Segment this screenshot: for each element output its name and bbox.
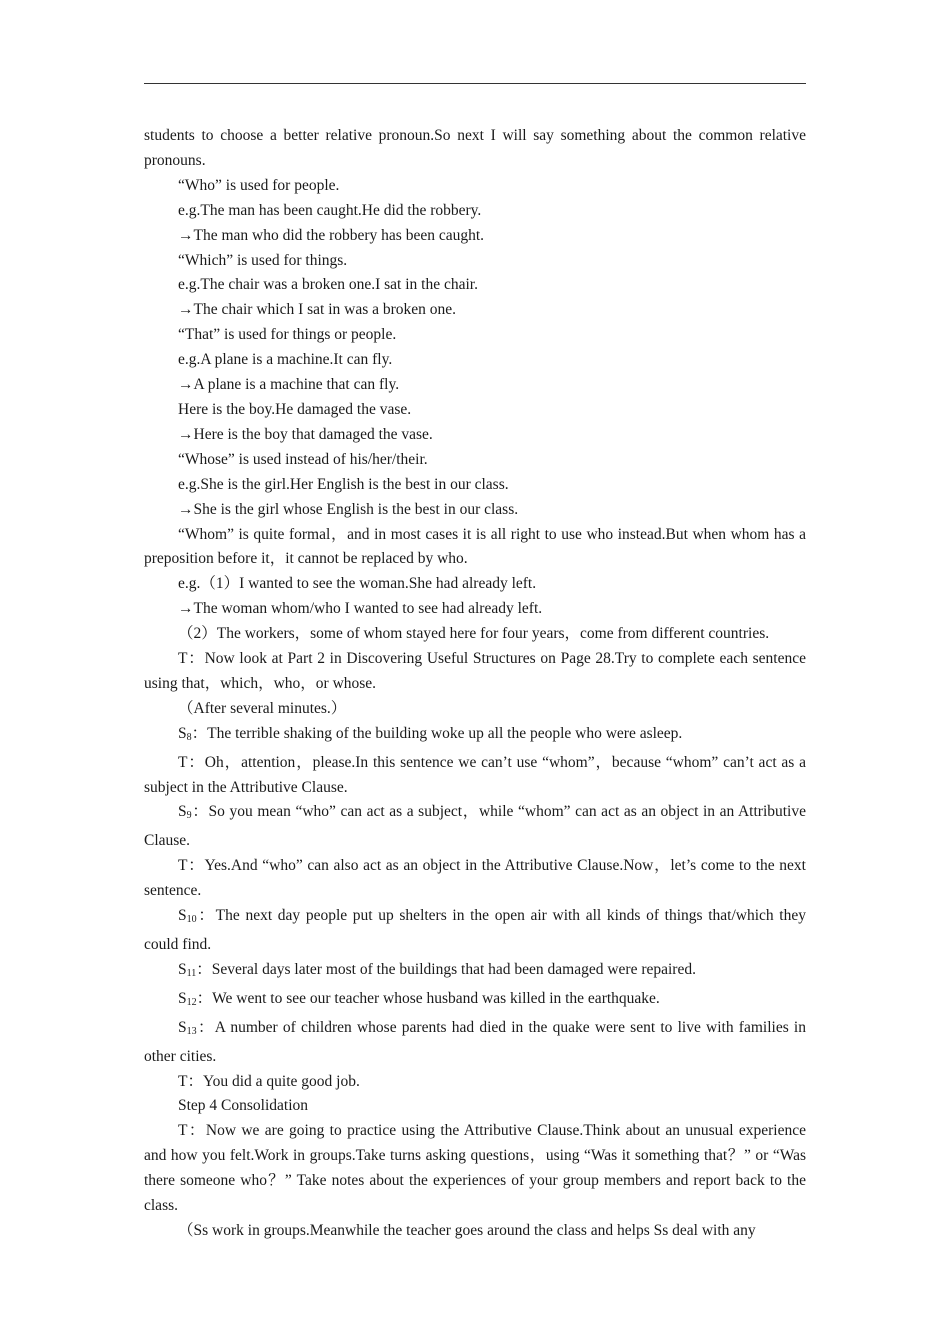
paragraph-text: e.g.（1）I wanted to see the woman.She had already left. <box>178 575 537 593</box>
paragraph <box>144 298 806 323</box>
paragraph <box>144 622 806 647</box>
header-rule <box>144 83 806 84</box>
paragraph <box>144 904 806 958</box>
speaker-label: S <box>178 803 187 821</box>
paragraph <box>144 448 806 473</box>
paragraph-text: ：We went to see our teacher whose husband was killed in the earthquake. <box>196 989 660 1007</box>
paragraph <box>144 1016 806 1070</box>
paragraph <box>144 498 806 523</box>
paragraph <box>144 423 806 448</box>
paragraph <box>144 523 806 573</box>
paragraph <box>144 722 806 751</box>
paragraph-text: ：The next day people put up shelters in the open air with all kinds of things that/which they could find. <box>144 907 806 953</box>
paragraph <box>144 348 806 373</box>
paragraph <box>144 800 806 854</box>
document-body <box>144 124 806 1244</box>
paragraph-text: “That” is used for things or people. <box>178 326 397 344</box>
paragraph-text: →The woman whom/who I wanted to see had already left. <box>178 600 543 618</box>
paragraph-text: →The chair which I sat in was a broken one. <box>178 301 457 319</box>
paragraph-text: “Whose” is used instead of his/her/their. <box>178 450 428 468</box>
paragraph-text: T：Now we are going to practice using the Attributive Clause.Think about an unusual experience and how you felt.Work in groups.Take turns asking questions，using “Was it something that？” or “Was there someone who？” Take notes about the experiences of your group members and report back to the class. <box>144 1122 806 1215</box>
paragraph-text: T：Oh，attention，please.In this sentence we can’t use “whom”，because “whom” can’t act as a subject in the Attributive Clause. <box>144 753 806 796</box>
paragraph <box>144 1094 806 1119</box>
paragraph-text: e.g.The chair was a broken one.I sat in the chair. <box>178 276 478 294</box>
paragraph-text: （After several minutes.） <box>178 699 347 717</box>
paragraph-text: “Which” is used for things. <box>178 251 348 269</box>
paragraph-text: e.g.She is the girl.Her English is the best in our class. <box>178 475 509 493</box>
paragraph-text: Step 4 Consolidation <box>178 1097 309 1115</box>
paragraph-text: →She is the girl whose English is the best in our class. <box>178 500 519 518</box>
paragraph <box>144 323 806 348</box>
paragraph-text: “Whom” is quite formal，and in most cases it is all right to use who instead.But when whom has a preposition before it，it cannot be replaced by who. <box>144 525 806 568</box>
paragraph-text: T：You did a quite good job. <box>178 1072 360 1090</box>
paragraph-text: Here is the boy.He damaged the vase. <box>178 400 412 418</box>
paragraph <box>144 273 806 298</box>
paragraph <box>144 1119 806 1219</box>
paragraph-text: “Who” is used for people. <box>178 176 340 194</box>
speaker-number: 12 <box>186 996 197 1008</box>
speaker-number: 9 <box>186 810 192 822</box>
paragraph <box>144 224 806 249</box>
paragraph-text: T：Now look at Part 2 in Discovering Useful Structures on Page 28.Try to complete each sentence using that，which，who，or whose. <box>144 650 806 692</box>
paragraph <box>144 958 806 987</box>
paragraph-text: ：Several days later most of the buildings that had been damaged were repaired. <box>196 960 696 978</box>
paragraph <box>144 124 806 174</box>
speaker-number: 8 <box>186 731 192 743</box>
speaker-label: S <box>178 1018 187 1036</box>
paragraph <box>144 854 806 904</box>
paragraph-text: T：Yes.And “who” can also act as an object in the Attributive Clause.Now，let’s come to the next sentence. <box>144 857 806 900</box>
paragraph-text: →The man who did the robbery has been caught. <box>178 226 485 244</box>
paragraph-text: ：A number of children whose parents had died in the quake were sent to live with families in other cities. <box>144 1018 806 1065</box>
paragraph <box>144 647 806 697</box>
paragraph-text: ：So you mean “who” can act as a subject，while “whom” can act as an object in an Attributive Clause. <box>144 803 806 850</box>
speaker-number: 10 <box>186 914 197 926</box>
paragraph <box>144 249 806 274</box>
paragraph-text: e.g.The man has been caught.He did the robbery. <box>178 201 482 219</box>
paragraph <box>144 373 806 398</box>
paragraph <box>144 174 806 199</box>
speaker-label: S <box>178 960 187 978</box>
paragraph-text: （Ss work in groups.Meanwhile the teacher goes around the class and helps Ss deal with any <box>178 1221 756 1239</box>
speaker-number: 11 <box>186 967 197 979</box>
paragraph <box>144 987 806 1016</box>
speaker-number: 13 <box>186 1025 197 1037</box>
speaker-label: S <box>178 989 187 1007</box>
paragraph <box>144 1219 806 1244</box>
paragraph-text: →Here is the boy that damaged the vase. <box>178 425 433 443</box>
speaker-label: S <box>178 724 187 742</box>
paragraph <box>144 473 806 498</box>
paragraph-text: （2）The workers，some of whom stayed here for four years，come from different countries. <box>178 625 770 643</box>
paragraph <box>144 751 806 801</box>
paragraph <box>144 1070 806 1095</box>
paragraph <box>144 572 806 597</box>
paragraph-text: students to choose a better relative pronoun.So next I will say something about the common relative pronouns. <box>144 127 806 169</box>
speaker-label: S <box>178 907 187 925</box>
paragraph-text: e.g.A plane is a machine.It can fly. <box>178 351 393 369</box>
paragraph <box>144 697 806 722</box>
paragraph-text: ：The terrible shaking of the building woke up all the people who were asleep. <box>191 724 683 742</box>
paragraph <box>144 398 806 423</box>
paragraph <box>144 199 806 224</box>
paragraph-text: →A plane is a machine that can fly. <box>178 376 400 394</box>
paragraph <box>144 597 806 622</box>
